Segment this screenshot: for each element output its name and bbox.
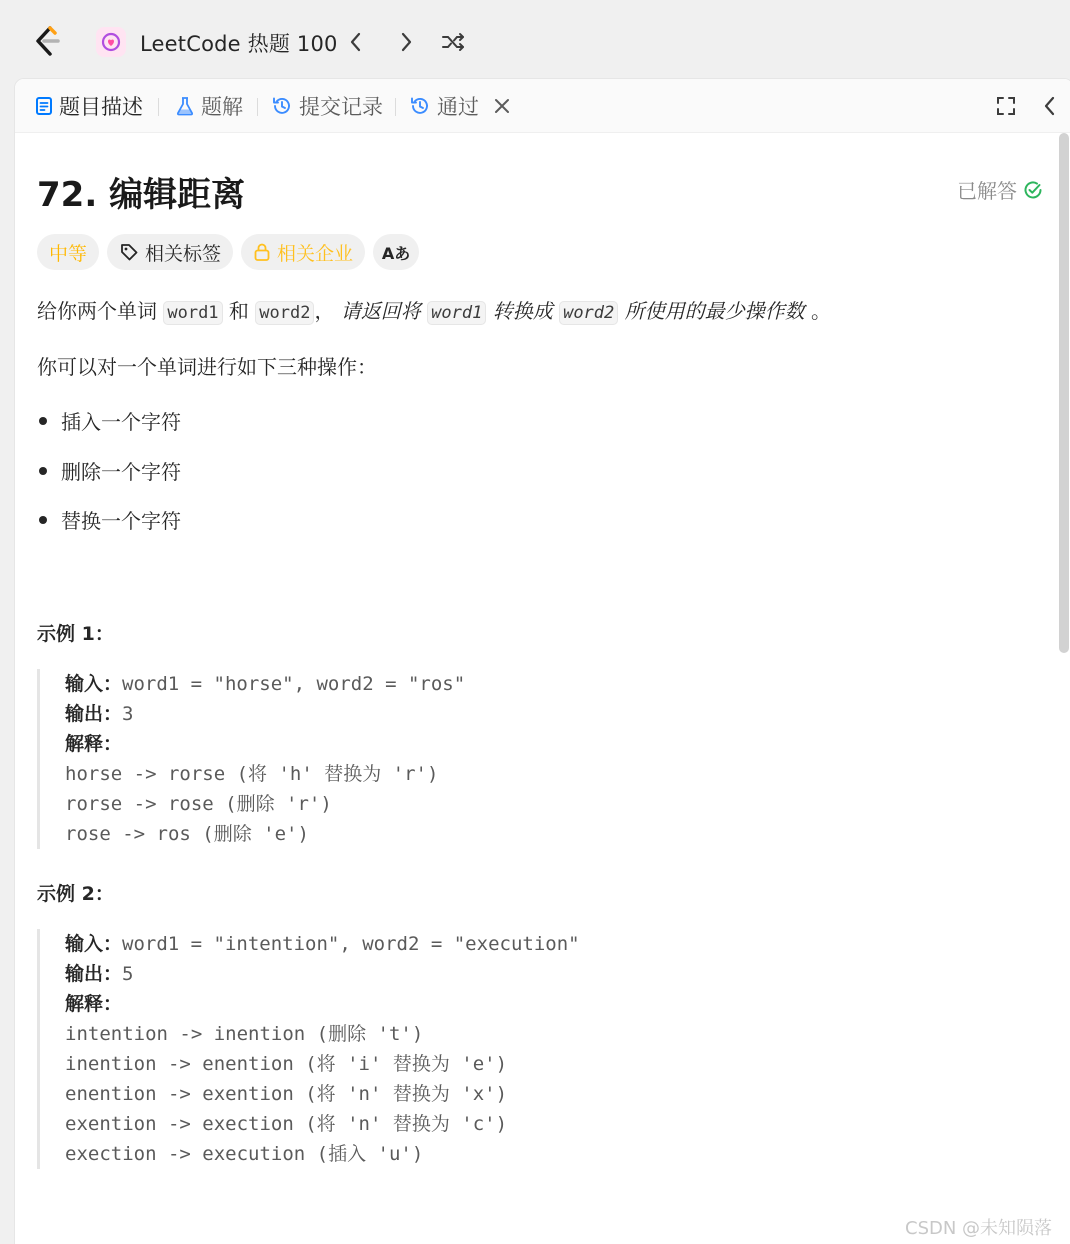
explain-label: 解释： <box>65 993 123 1015</box>
next-problem-button[interactable] <box>392 28 420 56</box>
scrollbar[interactable] <box>1059 133 1069 653</box>
output-label: 输出： <box>65 703 123 725</box>
output-label: 输出： <box>65 963 123 985</box>
tag-icon <box>119 242 139 262</box>
collapse-panel-icon[interactable] <box>1039 95 1061 117</box>
tab-submissions[interactable] <box>271 91 383 121</box>
list-item-text: 删除一个字符 <box>61 460 181 484</box>
bullet-dot <box>39 516 47 524</box>
explain-label: 解释： <box>65 733 123 755</box>
explain-step: exection -> execution (插入 'u') <box>65 1143 424 1165</box>
document-icon <box>35 96 53 116</box>
list-item <box>39 456 181 485</box>
bullet-dot <box>39 467 47 475</box>
example-input-line <box>65 929 580 959</box>
example-input-line <box>65 669 465 699</box>
study-plan-icon[interactable] <box>96 27 126 57</box>
list-item-text: 替换一个字符 <box>61 509 181 533</box>
list-item <box>39 505 181 534</box>
history-icon <box>271 95 293 117</box>
description-paragraph-2: 你可以对一个单词进行如下三种操作： <box>37 355 377 379</box>
shuffle-icon <box>441 31 467 53</box>
explain-step: enention -> exention (将 'n' 替换为 'x') <box>65 1083 508 1105</box>
tab-divider <box>395 98 396 116</box>
problem-panel <box>14 78 1070 1244</box>
example-explain-line <box>65 729 465 759</box>
desc-italic <box>341 299 805 323</box>
history-icon <box>409 95 431 117</box>
example-1-title: 示例 1： <box>37 623 114 645</box>
desc-text: 请返回将 <box>340 299 428 323</box>
translate-icon: Aあ <box>381 243 411 263</box>
tab-solutions-label: 题解 <box>201 95 243 119</box>
tab-divider <box>257 98 258 116</box>
desc-text: 和 <box>222 299 256 323</box>
lock-icon <box>253 242 271 262</box>
input-value: word1 = "horse", word2 = "ros" <box>122 673 466 695</box>
watermark: CSDN @未知陨落 <box>905 1218 1053 1239</box>
example-explain-line <box>65 989 580 1019</box>
list-item <box>39 406 181 435</box>
check-circle-icon <box>1023 180 1043 200</box>
inline-code: word1 <box>427 301 486 325</box>
chevron-right-icon <box>397 31 415 53</box>
chevron-left-icon <box>347 31 365 53</box>
related-companies-button[interactable] <box>241 234 365 270</box>
top-navbar <box>0 0 1070 80</box>
explain-step: inention -> enention (将 'i' 替换为 'e') <box>65 1053 508 1075</box>
problem-title[interactable]: 72. 编辑距离 <box>37 175 246 215</box>
close-tab-icon[interactable] <box>491 95 513 117</box>
tab-bar <box>15 79 1070 133</box>
explain-step: intention -> inention (删除 't') <box>65 1023 424 1045</box>
tab-divider <box>158 98 159 116</box>
inline-code: word1 <box>163 301 222 325</box>
random-problem-button[interactable] <box>440 28 468 56</box>
list-item-text: 插入一个字符 <box>61 410 181 434</box>
example-output-line <box>65 959 580 989</box>
explain-step: rorse -> rose (删除 'r') <box>65 793 332 815</box>
desc-text: 所使用的最少操作数 <box>618 299 805 323</box>
input-value: word1 = "intention", word2 = "execution" <box>122 933 580 955</box>
desc-text: 转换成 <box>486 299 560 323</box>
tab-solutions[interactable] <box>175 91 243 121</box>
output-value: 5 <box>122 963 134 985</box>
related-tags-label: 相关标签 <box>145 242 222 265</box>
solved-status <box>957 175 1043 204</box>
inline-code: word2 <box>255 301 314 325</box>
desc-text: ， <box>314 299 341 323</box>
tab-accepted-label: 通过 <box>437 95 479 119</box>
fullscreen-icon[interactable] <box>995 95 1017 117</box>
solved-status-label: 已解答 <box>957 179 1017 203</box>
related-tags-button[interactable] <box>107 234 233 270</box>
bullet-dot <box>39 417 47 425</box>
flask-icon <box>175 96 195 116</box>
output-value: 3 <box>122 703 134 725</box>
explain-step: rose -> ros (删除 'e') <box>65 823 309 845</box>
leetcode-logo-icon[interactable] <box>30 24 64 58</box>
inline-code: word2 <box>559 301 618 325</box>
desc-text: 给你两个单词 <box>37 299 164 323</box>
tab-description[interactable] <box>35 91 143 121</box>
example-1-block <box>37 669 465 849</box>
tab-accepted[interactable] <box>409 91 479 121</box>
explain-step: exention -> exection (将 'n' 替换为 'c') <box>65 1113 508 1135</box>
problem-tags <box>37 234 419 270</box>
description-paragraph-1 <box>37 296 1037 328</box>
example-2-block <box>37 929 580 1169</box>
study-plan-title[interactable]: LeetCode 热题 100 <box>140 32 338 56</box>
explain-step: horse -> rorse (将 'h' 替换为 'r') <box>65 763 439 785</box>
tab-description-label: 题目描述 <box>59 95 143 119</box>
desc-text: 。 <box>804 299 831 323</box>
input-label: 输入： <box>65 933 123 955</box>
example-2-title: 示例 2： <box>37 883 114 905</box>
translate-button[interactable] <box>373 234 419 270</box>
related-companies-label: 相关企业 <box>277 242 354 265</box>
tab-submissions-label: 提交记录 <box>299 95 383 119</box>
input-label: 输入： <box>65 673 123 695</box>
difficulty-badge[interactable]: 中等 <box>37 234 99 270</box>
prev-problem-button[interactable] <box>342 28 370 56</box>
example-output-line <box>65 699 465 729</box>
